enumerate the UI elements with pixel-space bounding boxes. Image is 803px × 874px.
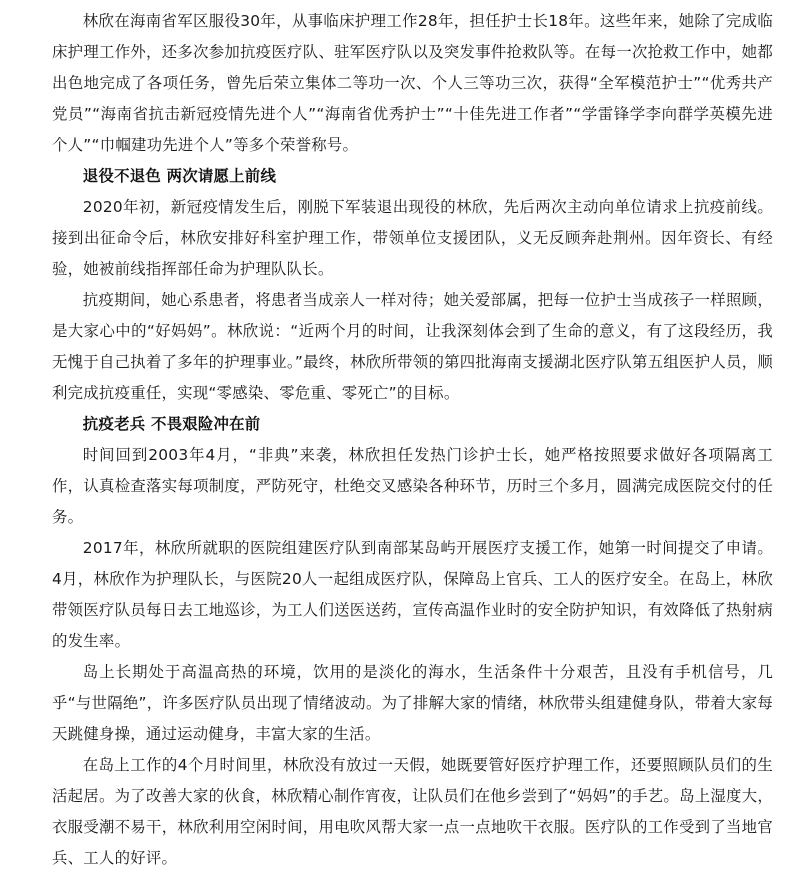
section-heading-1: 退役不退色 两次请愿上前线 [82,167,277,185]
paragraph-2017: 2017年，林欣所就职的医院组建医疗队到南部某岛屿开展医疗支援工作，她第一时间提交了申请。4月，林欣作为护理队长，与医院20人一起组成医疗队，保障岛上官兵、工人的医疗安全。在岛上，林欣带领医疗队员每日去工地巡诊，为工人们送医送药，宣传高温作业时的安全防护知识，有效降低了热射病的发生率。 [52,539,773,650]
section-heading-2: 抗疫老兵 不畏艰险冲在前 [82,415,261,433]
paragraph-2003: 时间回到2003年4月，“非典”来袭，林欣担任发热门诊护士长，她严格按照要求做好各项隔离工作，认真检查落实每项制度，严防死守，杜绝交叉感染各种环节，历时三个多月，圆满完成医院交付的任务。 [52,446,773,526]
paragraph-2020: 2020年初，新冠疫情发生后，刚脱下军装退出现役的林欣，先后两次主动向单位请求上抗疫前线。接到出征命令后，林欣安排好科室护理工作，带领单位支援团队，义无反顾奔赴荆州。因年资长、有经验，她被前线指挥部任命为护理队队长。 [52,198,773,278]
paragraph-intro: 林欣在海南省军区服役30年，从事临床护理工作28年，担任护士长18年。这些年来，她除了完成临床护理工作外，还多次参加抗疫医疗队、驻军医疗队以及突发事件抢救队等。在每一次抢救工作中，她都出色地完成了各项任务，曾先后荣立集体二等功一次、个人三等功三次，获得“全军模范护士”“优秀共产党员”“海南省抗击新冠疫情先进个人”“海南省优秀护士”“十佳先进工作者”“学雷锋学李向群学英模先进个人”“巾帼建功先进个人”等多个荣誉称号。 [52,12,773,154]
paragraph-island-life: 岛上长期处于高温高热的环境，饮用的是淡化的海水，生活条件十分艰苦，且没有手机信号，几乎“与世隔绝”，许多医疗队员出现了情绪波动。为了排解大家的情绪，林欣带头组建健身队，带着大家每天跳健身操，通过运动健身，丰富大家的生活。 [52,663,773,743]
paragraph-four-months: 在岛上工作的4个月时间里，林欣没有放过一天假，她既要管好医疗护理工作，还要照顾队员们的生活起居。为了改善大家的伙食，林欣精心制作宵夜，让队员们在他乡尝到了“妈妈”的手艺。岛上湿度大，衣服受潮不易干，林欣利用空闲时间，用电吹风帮大家一点一点地吹干衣服。医疗队的工作受到了当地官兵、工人的好评。 [52,756,773,867]
paragraph-good-mother: 抗疫期间，她心系患者，将患者当成亲人一样对待；她关爱部属，把每一位护士当成孩子一样照顾，是大家心中的“好妈妈”。林欣说：“近两个月的时间，让我深刻体会到了生命的意义，有了这段经历，我无愧于自己执着了多年的护理事业。”最终，林欣所带领的第四批海南支援湖北医疗队第五组医护人员，顺利完成抗疫重任，实现“零感染、零危重、零死亡”的目标。 [52,291,773,402]
